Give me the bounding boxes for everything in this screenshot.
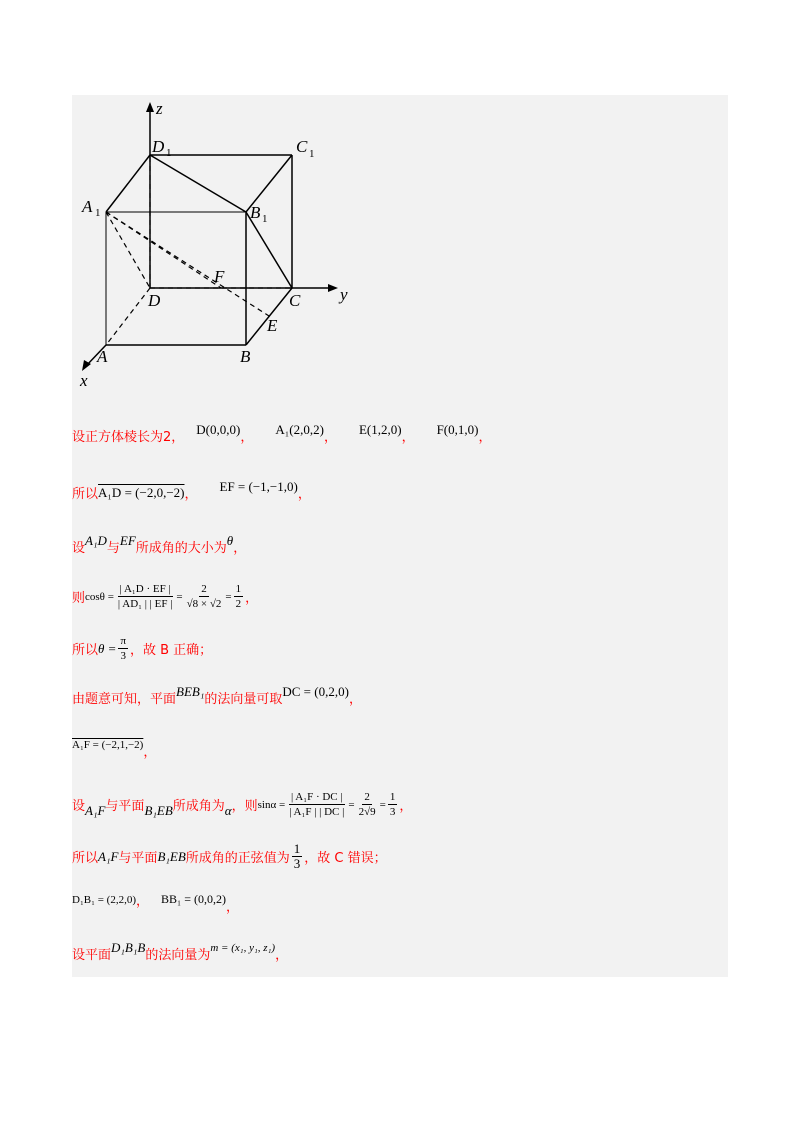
l11-t2: 的法向量为 bbox=[145, 948, 211, 963]
label-b1-sub: 1 bbox=[262, 213, 268, 225]
l10-comma-1: ， bbox=[135, 894, 149, 909]
label-a: A bbox=[97, 347, 108, 366]
line-8: 设 A₁F 与平面 B₁EB 所成角为 α ，则 sinα = $\frac{\text{| A₁F · DC |}}{\text{| A₁F | | DC |}}$ = $\frac{2}{2√9}$ = $\frac{1}{3}$ ， bbox=[72, 791, 413, 818]
l3-t1: 设 bbox=[72, 541, 86, 556]
line-5 bbox=[72, 634, 212, 663]
seg-a1d bbox=[106, 212, 150, 288]
edge-b1c bbox=[246, 212, 292, 288]
l10-d1b1: D₁B₁ = (2,2,0) bbox=[72, 893, 136, 906]
l9-frac bbox=[292, 842, 303, 871]
l11-comma: ， bbox=[275, 948, 289, 963]
l8-t1: 设 bbox=[72, 799, 86, 814]
l9-t1: 所以 bbox=[72, 851, 99, 866]
l4-lhs: cosθ = bbox=[85, 590, 114, 603]
l9-num: 1 bbox=[293, 841, 301, 856]
label-d1: D bbox=[152, 137, 165, 156]
l4-frac-1 bbox=[116, 582, 175, 611]
l9-plane: B₁EB bbox=[157, 848, 186, 864]
l6-plane: BEB₁ bbox=[176, 683, 205, 699]
l5-lhs: θ = bbox=[98, 640, 117, 656]
l7-comma: ， bbox=[143, 745, 157, 760]
l6-t2: 的法向量可取 bbox=[204, 692, 283, 707]
line-10 bbox=[72, 890, 239, 915]
line-9 bbox=[72, 842, 387, 871]
l8-num2: 2 bbox=[364, 791, 370, 803]
edge-da-hidden bbox=[106, 288, 150, 345]
l8-alpha: α bbox=[224, 802, 232, 818]
l6-t1: 由题意可知，平面 bbox=[72, 692, 177, 707]
line-11 bbox=[72, 939, 289, 963]
l11-plane: D₁B₁B bbox=[111, 939, 146, 955]
l2-comma-1: ， bbox=[184, 487, 198, 502]
line-6 bbox=[72, 683, 362, 707]
l1-comma-1: ， bbox=[240, 430, 254, 445]
l2-comma-2: ， bbox=[297, 487, 311, 502]
l5-t1: 所以 bbox=[72, 643, 99, 658]
l1-d: D(0,0,0) bbox=[196, 421, 241, 437]
l1-comma-4: ， bbox=[478, 430, 492, 445]
l1-comma-2: ， bbox=[323, 430, 337, 445]
label-z: z bbox=[156, 99, 163, 118]
seg-a1e bbox=[106, 212, 269, 316]
edge-a1d1 bbox=[106, 155, 150, 212]
l4-frac-3 bbox=[234, 582, 244, 611]
l2-text: 所以 bbox=[72, 487, 99, 502]
z-axis-arrow bbox=[146, 102, 154, 112]
label-f: F bbox=[214, 267, 225, 286]
l6-dc: DC = (0,2,0) bbox=[282, 683, 349, 699]
l9-t2: 与平面 bbox=[118, 851, 158, 866]
l3-a1d: A₁D bbox=[85, 532, 107, 548]
line-4: 则 cosθ = $\frac{\text{| A₁D · EF |}}{\text{| AD₁ | | EF |}}$ = $\frac{2}{√8 \times √2}$ = $\frac{1}{2}$ ， bbox=[72, 583, 259, 610]
l3-theta: θ bbox=[226, 532, 234, 548]
l3-t2: 与 bbox=[106, 541, 120, 556]
l8-a1f: A₁F bbox=[85, 802, 106, 818]
l8-frac-3 bbox=[388, 790, 398, 819]
line-2 bbox=[72, 478, 311, 502]
label-d1-sub: 1 bbox=[166, 147, 172, 159]
l8-t2: 与平面 bbox=[105, 799, 145, 814]
l5-den: 3 bbox=[120, 650, 126, 662]
l4-den2: √8 × √2 bbox=[186, 598, 222, 610]
l8-num1: | A₁F · DC | bbox=[290, 791, 343, 803]
l8-plane: B₁EB bbox=[144, 802, 173, 818]
l5-num: π bbox=[120, 635, 126, 647]
label-d: D bbox=[148, 291, 161, 310]
l4-num2: 2 bbox=[201, 583, 207, 595]
l5-frac bbox=[118, 634, 128, 663]
l8-t3: 所成角为 bbox=[172, 799, 225, 814]
l4-t1: 则 bbox=[72, 591, 86, 606]
label-a1-sub: 1 bbox=[95, 207, 101, 219]
l1-e: E(1,2,0) bbox=[358, 421, 402, 437]
l8-lhs: sinα = bbox=[257, 798, 286, 811]
label-a1: A bbox=[82, 197, 93, 216]
l8-den3: 3 bbox=[389, 806, 396, 818]
line-3 bbox=[72, 532, 247, 556]
y-axis-arrow bbox=[328, 284, 338, 292]
l10-bb1: BB₁ = (0,0,2) bbox=[161, 892, 226, 906]
label-c1-sub: 1 bbox=[309, 148, 315, 160]
l6-comma: ， bbox=[348, 692, 362, 707]
l1-f: F(0,1,0) bbox=[436, 421, 479, 437]
line-7 bbox=[72, 735, 157, 760]
l4-den1: | AD₁ | | EF | bbox=[117, 598, 173, 610]
label-c1: C bbox=[296, 137, 308, 156]
l9-t4: ，故 C 错误； bbox=[304, 851, 387, 866]
label-b1: B bbox=[250, 203, 261, 222]
l8-comma: ， bbox=[399, 799, 413, 814]
l11-t1: 设平面 bbox=[72, 948, 112, 963]
edge-d1b1 bbox=[150, 155, 246, 212]
cube-figure bbox=[0, 0, 800, 400]
line-1 bbox=[72, 421, 492, 445]
l9-t3: 所成角的正弦值为 bbox=[185, 851, 290, 866]
l3-comma: ， bbox=[233, 541, 247, 556]
l5-t2: ，故 B 正确； bbox=[130, 643, 213, 658]
l1-text: 设正方体棱长为2， bbox=[72, 430, 185, 445]
l8-den2: 2√9 bbox=[358, 806, 376, 818]
l11-m: m = (x₁, y₁, z₁) bbox=[210, 941, 276, 954]
l8-den1: | A₁F | | DC | bbox=[289, 806, 345, 818]
l9-a1f: A₁F bbox=[98, 848, 119, 864]
l2-a1d: A₁D = (−2,0,−2) bbox=[98, 484, 185, 500]
l4-num3: 1 bbox=[235, 583, 242, 595]
label-b: B bbox=[240, 347, 251, 366]
label-c: C bbox=[289, 291, 301, 310]
l8-frac-1 bbox=[287, 790, 346, 819]
label-e: E bbox=[267, 316, 278, 335]
l9-den: 3 bbox=[293, 856, 301, 871]
l4-comma: ， bbox=[245, 591, 259, 606]
l3-ef: EF bbox=[119, 532, 136, 548]
l8-frac-2 bbox=[357, 790, 378, 819]
l8-num3: 1 bbox=[389, 791, 396, 803]
l4-den3: 2 bbox=[235, 598, 242, 610]
l4-num1: | A₁D · EF | bbox=[119, 583, 171, 595]
l7-a1f: A₁F = (−2,1,−2) bbox=[72, 738, 144, 751]
label-x: x bbox=[80, 371, 88, 390]
l8-t4: ，则 bbox=[231, 799, 258, 814]
l3-t3: 所成角的大小为 bbox=[135, 541, 227, 556]
l2-ef: EF = (−1,−1,0) bbox=[219, 478, 298, 494]
label-y: y bbox=[340, 285, 348, 304]
l10-comma-2: ， bbox=[225, 900, 239, 915]
l1-a1: A₁(2,0,2) bbox=[275, 421, 324, 437]
l4-frac-2 bbox=[185, 582, 224, 611]
l1-comma-3: ， bbox=[401, 430, 415, 445]
